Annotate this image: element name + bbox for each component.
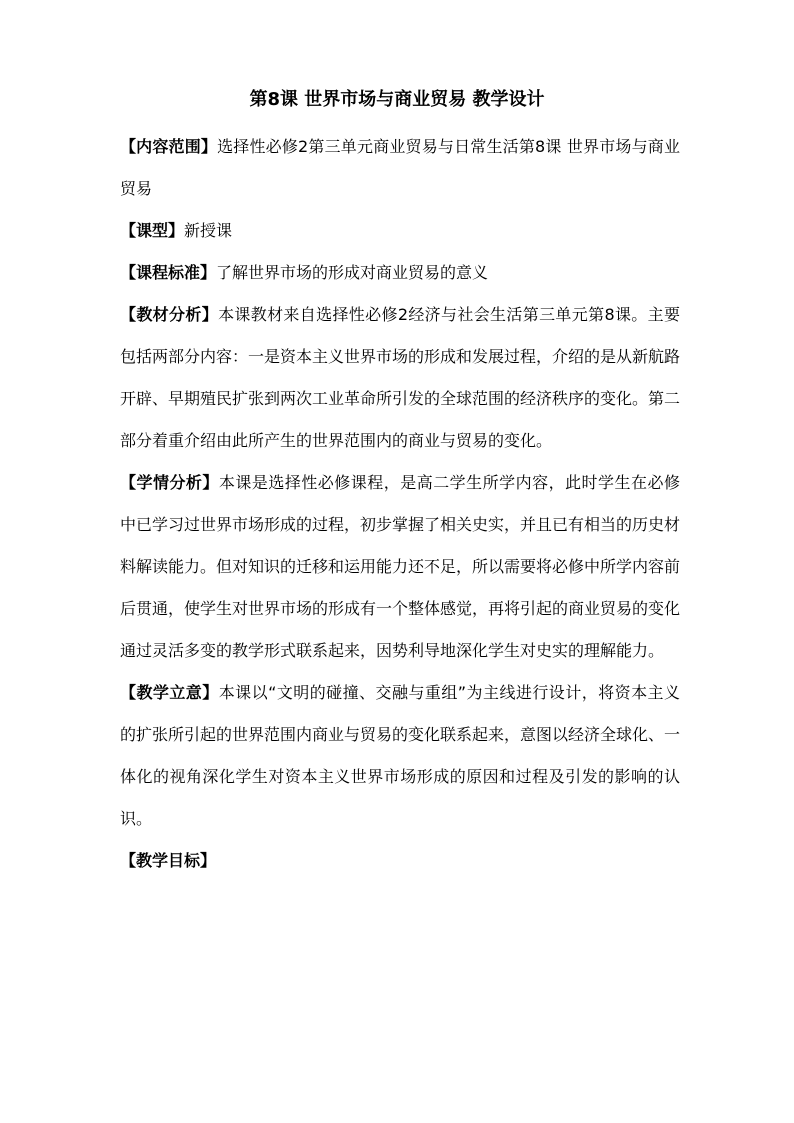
section-text: 本课教材来自选择性必修2经济与社会生活第三单元第8课。主要包括两部分内容：一是资本主义世界市场的形成和发展过程，介绍的是从新航路开辟、早期殖民扩张到两次工业革命所引发的全球范围的经济秩序的变化。第二部分着重介绍由此所产生的世界范围内的商业与贸易的变化。 xyxy=(120,305,681,450)
section-student-analysis xyxy=(120,462,680,672)
section-content-scope xyxy=(120,126,680,210)
section-teaching-intent xyxy=(120,672,680,840)
section-label: 【学情分析】 xyxy=(120,473,219,492)
section-lesson-type xyxy=(120,210,680,252)
section-textbook-analysis xyxy=(120,294,680,462)
section-label: 【课程标准】 xyxy=(120,263,217,282)
document-title: 第8课 世界市场与商业贸易 教学设计 xyxy=(249,89,545,110)
section-text: 本课以“文明的碰撞、交融与重组”为主线进行设计，将资本主义的扩张所引起的世界范围内商业与贸易的变化联系起来，意图以经济全球化、一体化的视角深化学生对资本主义世界市场形成的原因和过程及引发的影响的认识。 xyxy=(120,683,681,828)
section-text: 选择性必修2第三单元商业贸易与日常生活第8课 世界市场与商业贸易 xyxy=(120,137,680,198)
section-curriculum-standard xyxy=(120,252,680,294)
document-body xyxy=(120,126,680,882)
section-text: 本课是选择性必修课程，是高二学生所学内容，此时学生在必修中已学习过世界市场形成的过程，初步掌握了相关史实，并且已有相当的历史材料解读能力。但对知识的迁移和运用能力还不足，所以需要将必修中所学内容前后贯通，使学生对世界市场的形成有一个整体感觉，再将引起的商业贸易的变化通过灵活多变的教学形式联系起来，因势利导地深化学生对史实的理解能力。 xyxy=(120,473,681,660)
section-label: 【内容范围】 xyxy=(120,137,218,156)
section-teaching-objectives xyxy=(120,840,680,882)
section-text: 新授课 xyxy=(184,221,233,240)
section-label: 【教学目标】 xyxy=(120,851,217,870)
section-label: 【课型】 xyxy=(120,221,185,240)
section-text: 了解世界市场的形成对商业贸易的意义 xyxy=(216,263,489,282)
section-label: 【教材分析】 xyxy=(120,305,219,324)
section-label: 【教学立意】 xyxy=(120,683,219,702)
